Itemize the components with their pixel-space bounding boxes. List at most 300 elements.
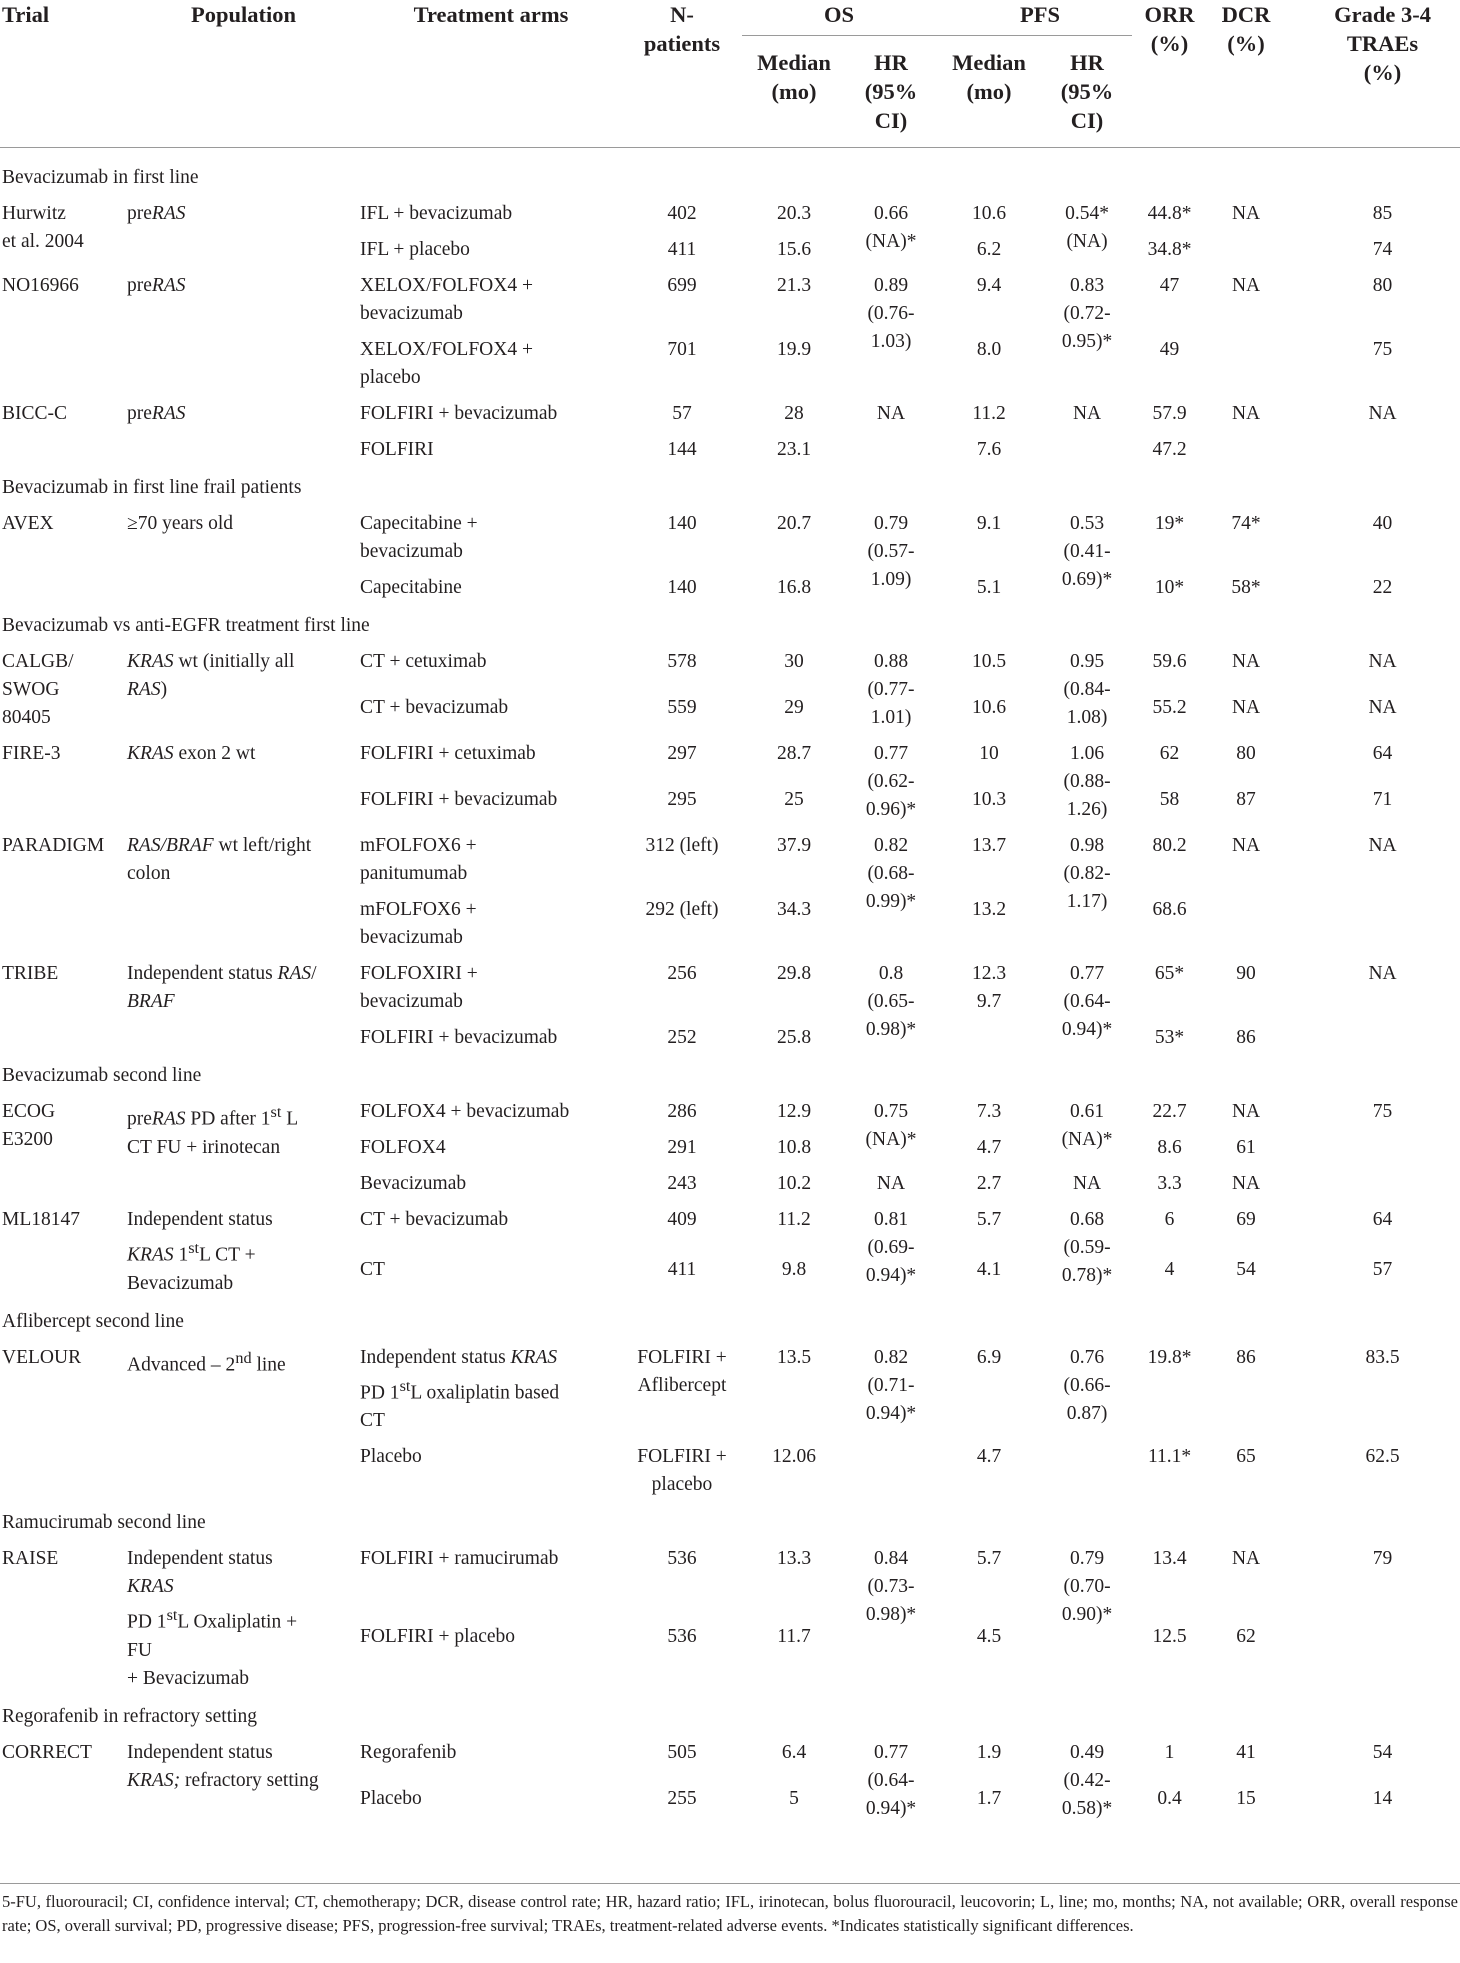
os-hr-cell: 0.77 (0.64- 0.94)* xyxy=(865,1741,917,1819)
pfs-median-cell: 10.6 xyxy=(971,697,1007,718)
os-hr-cell: 0.77 (0.62- 0.96)* xyxy=(865,743,917,820)
os-median-cell: 20.7 xyxy=(776,513,812,534)
treatment-arm-cell: XELOX/FOLFOX4 + bevacizumab xyxy=(360,275,533,324)
grade-cell: 54 xyxy=(1372,1741,1393,1763)
n-patients-cell: 140 xyxy=(667,577,697,598)
grade-cell: NA xyxy=(1368,963,1397,984)
section-row xyxy=(0,602,1460,640)
dcr-cell: NA xyxy=(1231,275,1261,296)
header-trial: Trial xyxy=(2,2,50,27)
table-row xyxy=(0,428,1460,464)
trial-cell: ECOG E3200 xyxy=(2,1101,56,1150)
orr-cell: 80.2 xyxy=(1152,835,1187,856)
dcr-cell: 80 xyxy=(1236,743,1256,764)
pfs-hr-cell: 1.06 (0.88- 1.26) xyxy=(1063,743,1111,820)
population-cell: Independent status RAS/ BRAF xyxy=(127,963,317,1012)
pfs-hr-cell xyxy=(1042,428,1132,464)
grade-cell: 75 xyxy=(1372,1101,1393,1122)
orr-cell: 57.9 xyxy=(1152,403,1187,424)
grade-cell: 57 xyxy=(1372,1258,1393,1280)
n-patients-cell: 559 xyxy=(667,697,697,718)
orr-cell: 44.8* xyxy=(1147,203,1192,224)
population-cell: Independent status KRAS 1stL CT + Bevacizumab xyxy=(127,1209,273,1294)
os-median-cell: 29 xyxy=(784,697,804,718)
pfs-median-cell: 5.7 xyxy=(976,1548,1002,1569)
treatment-arm-cell: CT + bevacizumab xyxy=(360,1209,509,1230)
orr-cell: 53* xyxy=(1154,1027,1185,1048)
grade-cell: 14 xyxy=(1372,1787,1393,1809)
os-median-cell: 28 xyxy=(784,403,804,424)
pfs-median-cell: 4.5 xyxy=(976,1625,1002,1647)
n-patients-cell: 295 xyxy=(667,789,697,810)
dcr-cell: 86 xyxy=(1236,1346,1256,1368)
n-patients-cell: 255 xyxy=(667,1787,697,1809)
os-median-cell: 28.7 xyxy=(776,743,812,764)
dcr-cell: 90 xyxy=(1236,963,1256,984)
n-patients-cell: 578 xyxy=(667,651,697,672)
dcr-cell xyxy=(1207,328,1285,392)
dcr-cell xyxy=(1207,228,1285,264)
trial-cell xyxy=(0,1435,127,1499)
dcr-cell: NA xyxy=(1231,1548,1261,1569)
header-n-patients: N- patients xyxy=(643,2,721,56)
table-row xyxy=(0,952,1460,1016)
os-hr-cell: 0.66 (NA)* xyxy=(865,203,917,252)
section-row xyxy=(0,148,1460,193)
section-row xyxy=(0,1052,1460,1090)
n-patients-cell: FOLFIRI + Aflibercept xyxy=(637,1346,727,1396)
os-median-cell: 21.3 xyxy=(776,275,812,296)
header-os-median: Median (mo) xyxy=(757,50,831,104)
pfs-hr-cell: NA xyxy=(1072,403,1102,424)
dcr-cell xyxy=(1207,428,1285,464)
treatment-arm-cell: FOLFIRI + bevacizumab xyxy=(360,789,558,810)
population-cell: preRAS xyxy=(127,203,186,224)
dcr-cell: NA xyxy=(1231,651,1261,672)
orr-cell: 49 xyxy=(1159,339,1180,360)
grade-cell: 75 xyxy=(1372,339,1393,360)
trial-cell: CALGB/ SWOG 80405 xyxy=(2,651,74,728)
header-pfs-hr: HR (95% CI) xyxy=(1060,50,1114,133)
orr-cell: 22.7 xyxy=(1152,1101,1187,1122)
n-patients-cell: 252 xyxy=(667,1027,697,1048)
dcr-cell: 54 xyxy=(1236,1258,1256,1280)
grade-cell: 79 xyxy=(1372,1548,1393,1569)
table-row xyxy=(0,1435,1460,1499)
pfs-median-cell: 4.7 xyxy=(976,1446,1002,1467)
os-median-cell: 13.5 xyxy=(776,1346,812,1368)
treatment-arm-cell: IFL + placebo xyxy=(360,239,470,260)
table-row xyxy=(0,1537,1460,1615)
dcr-cell: NA xyxy=(1231,403,1261,424)
orr-cell: 34.8* xyxy=(1147,239,1192,260)
n-patients-cell: 402 xyxy=(667,203,697,224)
table-row xyxy=(0,1198,1460,1248)
treatment-arm-cell: FOLFIRI + placebo xyxy=(360,1625,516,1647)
dcr-cell: 86 xyxy=(1236,1027,1256,1048)
header-pfs: PFS xyxy=(936,0,1132,36)
section-title: Bevacizumab in first line xyxy=(2,167,199,188)
os-hr-cell: 0.82 (0.71- 0.94)* xyxy=(865,1346,917,1424)
grade-cell xyxy=(1285,1016,1460,1052)
treatment-arm-cell: Capecitabine xyxy=(360,577,462,598)
n-patients-cell: 312 (left) xyxy=(645,835,719,856)
treatment-arm-cell: FOLFOX4 xyxy=(360,1137,446,1158)
pfs-hr-cell: 0.49 (0.42- 0.58)* xyxy=(1061,1741,1113,1819)
orr-cell: 62 xyxy=(1159,743,1180,764)
orr-cell: 8.6 xyxy=(1157,1137,1182,1158)
header-population: Population xyxy=(190,2,297,27)
pfs-median-cell: 9.1 xyxy=(976,513,1002,534)
pfs-median-cell: 4.7 xyxy=(976,1137,1002,1158)
os-hr-cell: 0.88 (0.77- 1.01) xyxy=(867,651,915,728)
table-row xyxy=(0,192,1460,228)
treatment-arm-cell: CT + bevacizumab xyxy=(360,697,509,718)
n-patients-cell: 411 xyxy=(667,1258,697,1280)
section-title: Bevacizumab vs anti-EGFR treatment first line xyxy=(2,615,370,636)
pfs-median-cell: 10 xyxy=(979,743,999,764)
orr-cell: 19.8* xyxy=(1147,1346,1192,1368)
grade-cell: 22 xyxy=(1372,577,1393,598)
os-median-cell: 34.3 xyxy=(776,899,812,920)
population-cell: KRAS wt (initially all RAS) xyxy=(127,651,295,700)
n-patients-cell: FOLFIRI + placebo xyxy=(637,1446,727,1495)
orr-cell: 58 xyxy=(1159,789,1180,810)
dcr-cell: 74* xyxy=(1231,513,1261,534)
dcr-cell: 87 xyxy=(1236,789,1256,810)
pfs-hr-cell: 0.79 (0.70- 0.90)* xyxy=(1061,1548,1113,1625)
population-cell: preRAS xyxy=(127,275,186,296)
dcr-cell: 69 xyxy=(1236,1209,1256,1230)
pfs-hr-cell: 0.95 (0.84- 1.08) xyxy=(1063,651,1111,728)
treatment-arm-cell: FOLFIRI + bevacizumab xyxy=(360,403,558,424)
n-patients-cell: 536 xyxy=(667,1548,697,1569)
pfs-hr-cell: 0.77 (0.64- 0.94)* xyxy=(1061,963,1113,1040)
grade-cell: 64 xyxy=(1372,743,1393,764)
treatment-arm-cell: Independent status KRAS PD 1stL oxaliplatin based CT xyxy=(360,1346,560,1431)
os-median-cell: 5 xyxy=(789,1787,799,1809)
n-patients-cell: 297 xyxy=(667,743,697,764)
pfs-median-cell: 10.6 xyxy=(971,203,1007,224)
os-median-cell: 20.3 xyxy=(776,203,812,224)
pfs-median-cell: 1.7 xyxy=(976,1787,1002,1809)
n-patients-cell: 292 (left) xyxy=(645,899,719,920)
n-patients-cell: 505 xyxy=(667,1741,697,1763)
os-hr-cell: 0.8 (0.65- 0.98)* xyxy=(865,963,917,1040)
section-title: Bevacizumab second line xyxy=(2,1065,202,1086)
os-median-cell: 25 xyxy=(784,789,804,810)
population-cell: ≥70 years old xyxy=(127,513,234,534)
pfs-median-cell: 1.9 xyxy=(976,1741,1002,1763)
grade-cell xyxy=(1285,888,1460,952)
treatment-arm-cell: FOLFIRI xyxy=(360,439,434,460)
n-patients-cell: 291 xyxy=(667,1137,697,1158)
population-cell xyxy=(127,1162,360,1198)
header-treatment-arms: Treatment arms xyxy=(413,2,569,27)
n-patients-cell: 409 xyxy=(667,1209,697,1230)
pfs-hr-cell xyxy=(1042,1435,1132,1499)
treatment-arm-cell: FOLFIRI + ramucirumab xyxy=(360,1548,559,1569)
os-median-cell: 13.3 xyxy=(776,1548,812,1569)
grade-cell: 80 xyxy=(1372,275,1393,296)
grade-cell: NA xyxy=(1368,835,1397,856)
orr-cell: 6 xyxy=(1164,1209,1175,1230)
section-row xyxy=(0,464,1460,502)
trial-cell xyxy=(0,1162,127,1198)
n-patients-cell: 286 xyxy=(667,1101,697,1122)
orr-cell: 10* xyxy=(1154,577,1185,598)
pfs-hr-cell: 0.76 (0.66- 0.87) xyxy=(1063,1346,1111,1424)
os-hr-cell: 0.82 (0.68- 0.99)* xyxy=(865,835,917,912)
pfs-hr-cell: 0.68 (0.59- 0.78)* xyxy=(1061,1209,1113,1286)
os-hr-cell xyxy=(846,428,936,464)
treatment-arm-cell: FOLFOX4 + bevacizumab xyxy=(360,1101,570,1122)
dcr-cell: 58* xyxy=(1231,577,1261,598)
orr-cell: 1 xyxy=(1164,1741,1175,1763)
orr-cell: 19* xyxy=(1154,513,1185,534)
grade-cell: 83.5 xyxy=(1365,1346,1400,1368)
table-row xyxy=(0,502,1460,566)
orr-cell: 4 xyxy=(1164,1258,1175,1280)
trial-cell xyxy=(0,428,127,464)
os-hr-cell: 0.79 (0.57- 1.09) xyxy=(867,513,915,590)
pfs-median-cell: 12.3 9.7 xyxy=(971,963,1007,1012)
n-patients-cell: 536 xyxy=(667,1625,697,1647)
n-patients-cell: 57 xyxy=(672,403,692,424)
grade-cell: 71 xyxy=(1372,789,1393,810)
population-cell: preRAS xyxy=(127,403,186,424)
pfs-median-cell: 13.2 xyxy=(971,899,1007,920)
header-dcr: DCR (%) xyxy=(1221,2,1271,56)
os-hr-cell: 0.81 (0.69- 0.94)* xyxy=(865,1209,917,1286)
os-median-cell: 10.8 xyxy=(776,1137,812,1158)
treatment-arm-cell: mFOLFOX6 + panitumumab xyxy=(360,835,477,884)
os-median-cell: 12.9 xyxy=(776,1101,812,1122)
os-median-cell: 11.2 xyxy=(777,1209,811,1230)
population-cell: preRAS PD after 1st L CT FU + irinotecan xyxy=(127,1103,299,1158)
footnote: 5-FU, fluorouracil; CI, confidence interval; CT, chemotherapy; DCR, disease control rate; HR, hazard ratio; IFL, irinotecan, bolus fluorouracil, leucovorin; L, line; mo, months; NA, not available; ORR, overall response rate; OS, overall survival; PD, progressive disease; PFS, progression-free survival; TRAEs, treatment-related adverse events. *Indicates statistically significant differences. xyxy=(2,1892,1458,1935)
population-cell xyxy=(127,1435,360,1499)
table-row xyxy=(0,392,1460,428)
grade-cell xyxy=(1285,428,1460,464)
dcr-cell: 41 xyxy=(1236,1741,1256,1763)
table-row xyxy=(0,1731,1460,1777)
table-row xyxy=(0,1162,1460,1198)
os-median-cell: 30 xyxy=(784,651,804,672)
header-pfs-median: Median (mo) xyxy=(952,50,1026,104)
n-patients-cell: 144 xyxy=(667,439,697,460)
trial-cell: ML18147 xyxy=(2,1209,80,1230)
population-cell: KRAS exon 2 wt xyxy=(127,743,256,764)
header-orr: ORR (%) xyxy=(1144,2,1195,56)
treatment-arm-cell: CT xyxy=(360,1258,385,1280)
pfs-median-cell: 8.0 xyxy=(976,339,1002,360)
section-title: Regorafenib in refractory setting xyxy=(2,1705,258,1727)
pfs-median-cell: 11.2 xyxy=(972,403,1006,424)
trial-cell: RAISE xyxy=(2,1548,59,1569)
header-os: OS xyxy=(742,0,936,36)
dcr-cell: NA xyxy=(1231,1173,1261,1194)
pfs-median-cell: 9.4 xyxy=(976,275,1002,296)
grade-cell: NA xyxy=(1368,403,1397,424)
orr-cell: 13.4 xyxy=(1152,1548,1187,1569)
os-median-cell: 25.8 xyxy=(776,1027,812,1048)
pfs-median-cell: 5.1 xyxy=(976,577,1002,598)
pfs-median-cell: 13.7 xyxy=(971,835,1007,856)
pfs-hr-cell: NA xyxy=(1072,1173,1102,1194)
section-title: Ramucirumab second line xyxy=(2,1512,206,1533)
dcr-cell: NA xyxy=(1231,697,1261,718)
grade-cell xyxy=(1285,1126,1460,1162)
orr-cell: 11.1* xyxy=(1147,1446,1192,1467)
population-cell xyxy=(127,428,360,464)
dcr-cell xyxy=(1207,888,1285,952)
population-cell: Independent status KRAS PD 1stL Oxaliplatin + FU + Bevacizumab xyxy=(127,1548,298,1689)
os-hr-cell: NA xyxy=(876,1173,906,1194)
treatment-arm-cell: FOLFIRI + cetuximab xyxy=(360,743,536,764)
n-patients-cell: 140 xyxy=(667,513,697,534)
treatment-arm-cell: Bevacizumab xyxy=(360,1173,467,1194)
table-row xyxy=(0,640,1460,686)
orr-cell: 3.3 xyxy=(1157,1173,1182,1194)
pfs-median-cell: 5.7 xyxy=(976,1209,1002,1230)
n-patients-cell: 701 xyxy=(667,339,697,360)
os-hr-cell: 0.89 (0.76- 1.03) xyxy=(867,275,915,352)
trial-cell: Hurwitz et al. 2004 xyxy=(2,203,84,252)
n-patients-cell: 411 xyxy=(667,239,697,260)
orr-cell: 47.2 xyxy=(1152,439,1187,460)
dcr-cell: 65 xyxy=(1236,1446,1256,1467)
population-cell: Advanced – 2nd line xyxy=(127,1348,286,1375)
footnote-divider xyxy=(0,1883,1460,1884)
table-row xyxy=(0,264,1460,328)
os-hr-cell: 0.84 (0.73- 0.98)* xyxy=(865,1548,917,1625)
orr-cell: 59.6 xyxy=(1152,651,1187,672)
pfs-median-cell: 10.3 xyxy=(971,789,1007,810)
trial-cell: CORRECT xyxy=(2,1741,92,1763)
trial-cell: FIRE-3 xyxy=(2,743,61,764)
grade-cell: 85 xyxy=(1372,203,1393,224)
pfs-hr-cell: 0.53 (0.41- 0.69)* xyxy=(1061,513,1113,590)
table-row xyxy=(0,732,1460,778)
table-body xyxy=(0,148,1460,1823)
pfs-hr-cell: 0.61 (NA)* xyxy=(1061,1101,1113,1150)
trial-cell: PARADIGM xyxy=(2,835,105,856)
trial-cell: TRIBE xyxy=(2,963,59,984)
dcr-cell: NA xyxy=(1231,835,1261,856)
pfs-hr-cell: 0.54* (NA) xyxy=(1065,203,1109,252)
table-row xyxy=(0,1336,1460,1436)
trial-cell: BICC-C xyxy=(2,403,68,424)
os-hr-cell xyxy=(846,1435,936,1499)
dcr-cell: NA xyxy=(1231,1101,1261,1122)
grade-cell: 40 xyxy=(1372,513,1393,534)
os-median-cell: 16.8 xyxy=(776,577,812,598)
treatment-arm-cell: CT + cetuximab xyxy=(360,651,487,672)
orr-cell: 55.2 xyxy=(1152,697,1187,718)
pfs-hr-cell: 0.98 (0.82- 1.17) xyxy=(1063,835,1111,912)
n-patients-cell: 256 xyxy=(667,963,697,984)
grade-cell: 62.5 xyxy=(1365,1446,1400,1467)
os-median-cell: 23.1 xyxy=(776,439,812,460)
section-title: Aflibercept second line xyxy=(2,1310,184,1332)
n-patients-cell: 699 xyxy=(667,275,697,296)
treatment-arm-cell: FOLFOXIRI + bevacizumab xyxy=(360,963,478,1012)
os-median-cell: 12.06 xyxy=(772,1446,816,1467)
pfs-median-cell: 7.6 xyxy=(976,439,1002,460)
pfs-median-cell: 7.3 xyxy=(976,1101,1002,1122)
table-row xyxy=(0,1090,1460,1126)
pfs-median-cell: 4.1 xyxy=(976,1258,1002,1280)
os-median-cell: 29.8 xyxy=(776,963,812,984)
grade-cell: 74 xyxy=(1372,239,1393,260)
treatment-arm-cell: Regorafenib xyxy=(360,1741,457,1763)
pfs-median-cell: 2.7 xyxy=(976,1173,1002,1194)
header-grade: Grade 3-4 TRAEs (%) xyxy=(1334,2,1431,85)
dcr-cell: 62 xyxy=(1236,1625,1256,1647)
pfs-median-cell xyxy=(936,1016,1042,1052)
pfs-hr-cell: 0.83 (0.72- 0.95)* xyxy=(1061,275,1113,352)
treatment-arm-cell: IFL + bevacizumab xyxy=(360,203,513,224)
os-hr-cell: NA xyxy=(876,403,906,424)
orr-cell: 0.4 xyxy=(1157,1787,1182,1809)
n-patients-cell: 243 xyxy=(667,1173,697,1194)
grade-cell: NA xyxy=(1368,697,1397,718)
section-row xyxy=(0,1298,1460,1336)
grade-cell: 64 xyxy=(1372,1209,1393,1230)
treatment-arm-cell: Capecitabine + bevacizumab xyxy=(360,513,478,562)
pfs-median-cell: 10.5 xyxy=(971,651,1007,672)
grade-cell: NA xyxy=(1368,651,1397,672)
treatment-arm-cell: XELOX/FOLFOX4 + placebo xyxy=(360,339,533,388)
treatment-arm-cell: Placebo xyxy=(360,1446,422,1467)
section-title: Bevacizumab in first line frail patients xyxy=(2,477,302,498)
dcr-cell: 15 xyxy=(1236,1787,1256,1809)
orr-cell: 65* xyxy=(1154,963,1185,984)
orr-cell: 68.6 xyxy=(1152,899,1187,920)
section-row xyxy=(0,1499,1460,1537)
grade-cell xyxy=(1285,1162,1460,1198)
table-row xyxy=(0,824,1460,888)
table-header xyxy=(0,0,1460,148)
pfs-median-cell: 6.9 xyxy=(976,1346,1002,1368)
header-os-hr: HR (95% CI) xyxy=(864,50,918,133)
trial-cell: NO16966 xyxy=(2,275,79,296)
section-row xyxy=(0,1693,1460,1731)
trial-cell: VELOUR xyxy=(2,1346,82,1368)
os-median-cell: 10.2 xyxy=(776,1173,812,1194)
treatment-arm-cell: mFOLFOX6 + bevacizumab xyxy=(360,899,477,948)
trial-cell: AVEX xyxy=(2,513,54,534)
population-cell: RAS/BRAF wt left/right colon xyxy=(127,835,312,884)
grade-cell xyxy=(1285,1615,1460,1693)
os-median-cell: 15.6 xyxy=(776,239,812,260)
os-hr-cell: 0.75 (NA)* xyxy=(865,1101,917,1150)
orr-cell: 12.5 xyxy=(1152,1625,1187,1647)
treatment-arm-cell: FOLFIRI + bevacizumab xyxy=(360,1027,558,1048)
treatment-arm-cell: Placebo xyxy=(360,1787,422,1809)
dcr-cell: NA xyxy=(1231,203,1261,224)
os-median-cell: 6.4 xyxy=(781,1741,807,1763)
os-median-cell: 9.8 xyxy=(781,1258,807,1280)
os-median-cell: 37.9 xyxy=(776,835,812,856)
pfs-median-cell: 6.2 xyxy=(976,239,1002,260)
population-cell: Independent status KRAS; refractory setting xyxy=(127,1741,319,1791)
orr-cell: 47 xyxy=(1159,275,1180,296)
os-median-cell: 11.7 xyxy=(777,1625,811,1647)
os-median-cell: 19.9 xyxy=(776,339,812,360)
dcr-cell: 61 xyxy=(1236,1137,1256,1158)
